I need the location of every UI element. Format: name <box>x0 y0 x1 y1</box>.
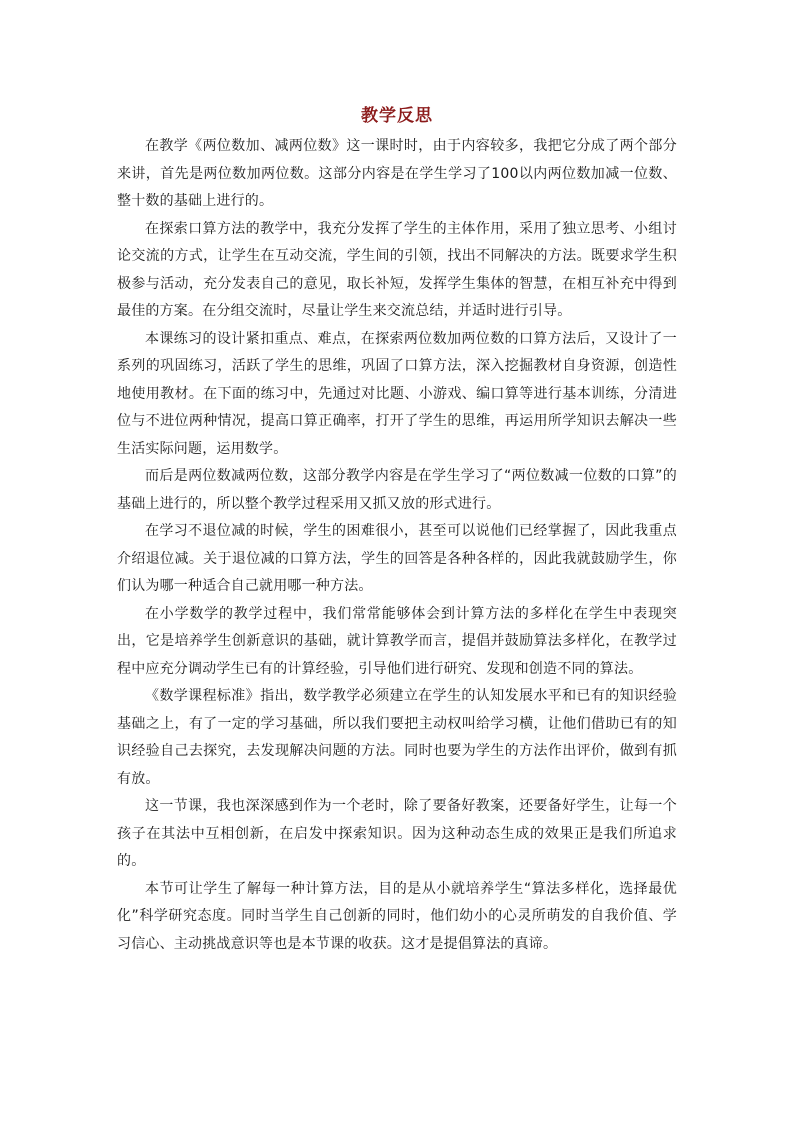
paragraph-2: 在探索口算方法的教学中，我充分发挥了学生的主体作用，采用了独立思考、小组讨论交流的方式，让学生在互动交流，学生间的引领，找出不同解决的方法。既要求学生积极参与活动，充分发表自己的意见，取长补短，发挥学生集体的智慧，在相互补充中得到最佳的方案。在分组交流时，尽量让学生来交流总结，并适时进行引导。 <box>117 220 677 319</box>
document-title: 教学反思 <box>361 106 433 126</box>
paragraph-6: 在小学数学的教学过程中，我们常常能够体会到计算方法的多样化在学生中表现突出，它是培养学生创新意识的基础，就计算教学而言，提倡并鼓励算法多样化，在教学过程中应充分调动学生已有的计算经验，引导他们进行研究、发现和创造不同的算法。 <box>117 605 677 677</box>
paragraph-4: 而后是两位数减两位数，这部分教学内容是在学生学习了“两位数减一位数的口算”的基础上进行的，所以整个教学过程采用又抓又放的形式进行。 <box>117 468 677 512</box>
paragraph-9: 本节可让学生了解每一种计算方法，目的是从小就培养学生“算法多样化，选择最优化”科学研究态度。同时当学生自己创新的同时，他们幼小的心灵所萌发的自我价值、学习信心、主动挑战意识等也是本节课的收获。这才是提倡算法的真谛。 <box>117 880 677 952</box>
paragraph-8: 这一节课，我也深深感到作为一个老时，除了要备好教案，还要备好学生，让每一个孩子在其法中互相创新，在启发中探索知识。因为这种动态生成的效果正是我们所追求的。 <box>117 798 677 869</box>
paragraph-1: 在教学《两位数加、减两位数》这一课时时，由于内容较多，我把它分成了两个部分来讲，首先是两位数加两位数。这部分内容是在学生学习了100以内两位数加减一位数、整十数的基础上进行的。 <box>117 138 677 209</box>
paragraph-7: 《数学课程标准》指出，数学教学必须建立在学生的认知发展水平和已有的知识经验基础之上，有了一定的学习基础，所以我们要把主动权叫给学习横，让他们借助已有的知识经验自己去探究，去发现解决问题的方法。同时也要为学生的方法作出评价，做到有抓有放。 <box>117 688 677 787</box>
paragraph-5: 在学习不退位减的时候，学生的困难很小，甚至可以说他们已经掌握了，因此我重点介绍退位减。关于退位减的口算方法，学生的回答是各种各样的，因此我就鼓励学生，你们认为哪一种适合自己就用哪一种方法。 <box>117 523 677 594</box>
document-content <box>117 104 677 958</box>
paragraph-3: 本课练习的设计紧扣重点、难点，在探索两位数加两位数的口算方法后，又设计了一系列的巩固练习，活跃了学生的思维，巩固了口算方法，深入挖掘教材自身资源，创造性地使用教材。在下面的练习中，先通过对比题、小游戏、编口算等进行基本训练，分清进位与不进位两种情况，提高口算正确率，打开了学生的思维，再运用所学知识去解决一些生活实际问题，运用数学。 <box>117 330 677 457</box>
